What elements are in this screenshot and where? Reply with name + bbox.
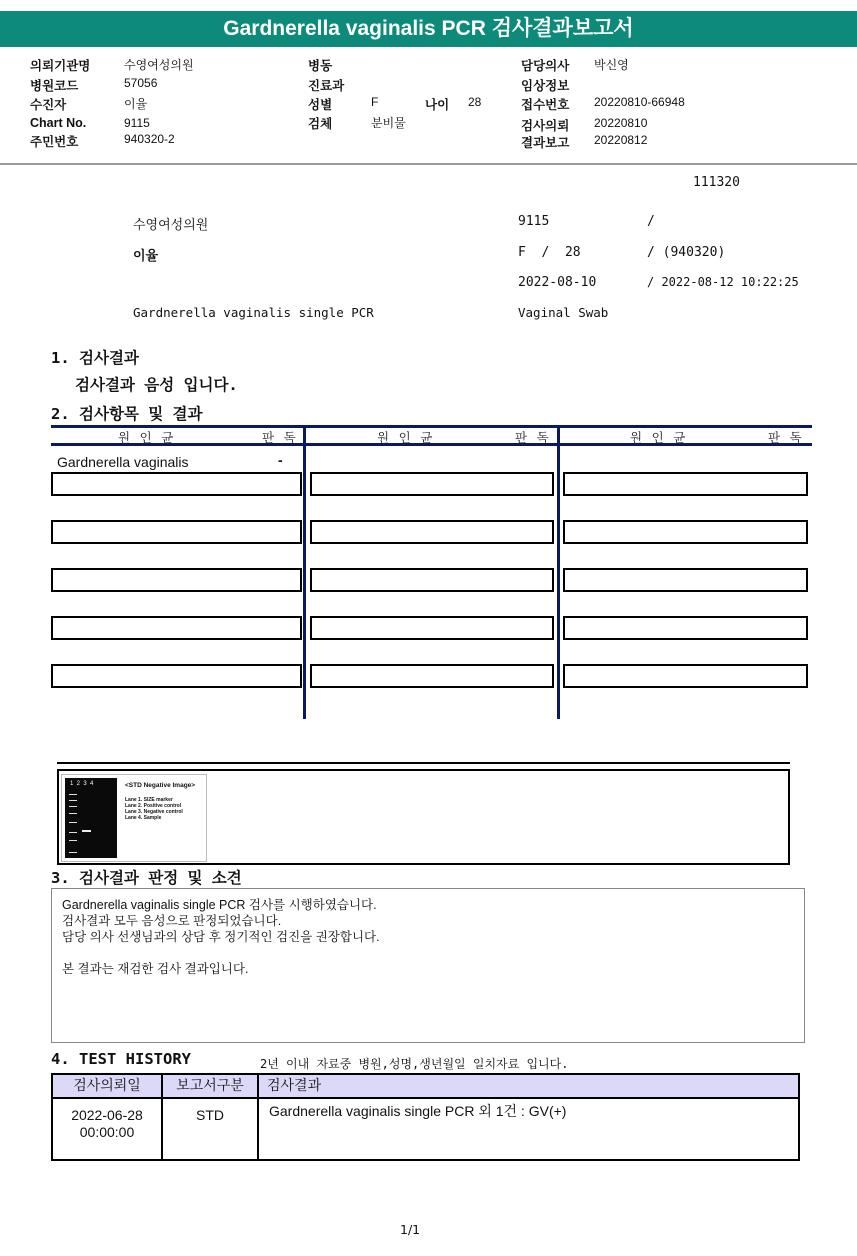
receipt-no-value: 20220810-66948	[594, 95, 685, 109]
opinion-line: Gardnerella vaginalis single PCR 검사를 시행하였습니다.	[62, 898, 377, 912]
patient-value: 이율	[124, 97, 148, 111]
request-date-value: 20220810	[594, 116, 648, 130]
specimen-label: 검체	[308, 117, 333, 131]
result-box	[51, 616, 302, 640]
history-col-result: 검사결과	[267, 1077, 322, 1093]
summary-slash: /	[647, 214, 655, 229]
result-box	[51, 520, 302, 544]
opinion-box	[51, 888, 805, 1043]
doctor-value: 박신영	[594, 58, 629, 72]
summary-clinic: 수영여성의원	[133, 218, 209, 233]
row1-result: -	[278, 452, 283, 468]
sex-value: F	[371, 95, 379, 109]
result-box	[563, 568, 808, 592]
history-table	[51, 1073, 800, 1161]
resident-no-label: 주민번호	[30, 135, 79, 149]
history-row	[53, 1099, 798, 1159]
gel-band	[69, 832, 77, 833]
age-label: 나이	[425, 98, 450, 112]
referring-clinic-value: 수영여성의원	[124, 58, 194, 72]
gel-top-rule	[57, 762, 790, 764]
gel-legend-item: Lane 1. SIZE marker	[125, 797, 173, 803]
history-cell-result: Gardnerella vaginalis single PCR 외 1건 : GV(+)	[269, 1103, 567, 1119]
patient-label: 수진자	[30, 98, 67, 112]
history-date: 2022-06-28	[71, 1107, 143, 1123]
history-cell-type: STD	[163, 1099, 259, 1159]
gel-band	[69, 813, 77, 814]
result-table-divider-1	[303, 425, 306, 719]
result-box	[51, 664, 302, 688]
summary-test-name: Gardnerella vaginalis single PCR	[133, 305, 374, 320]
specimen-value: 분비물	[371, 116, 406, 130]
result-box	[310, 616, 554, 640]
gel-title: <STD Negative Image>	[125, 782, 196, 789]
result-box	[563, 520, 808, 544]
col-header-result-2: 판 독	[515, 430, 550, 445]
col-header-pathogen-3: 원 인 균	[630, 430, 687, 445]
opinion-line: 본 결과는 재검한 검사 결과입니다.	[62, 962, 249, 976]
receipt-no-label: 접수번호	[521, 98, 570, 112]
summary-request-date: 2022-08-10	[518, 275, 597, 290]
gel-band	[69, 806, 77, 807]
col-header-result-3: 판 독	[768, 430, 803, 445]
history-cell-date	[53, 1099, 163, 1159]
ward-label: 병동	[308, 59, 333, 73]
summary-patient: 이율	[133, 249, 159, 264]
summary-code: 111320	[693, 175, 740, 190]
clinical-info-label: 임상정보	[521, 79, 570, 93]
history-time: 00:00:00	[79, 1124, 135, 1140]
referring-clinic-label: 의뢰기관명	[30, 59, 91, 73]
section4-heading: 4. TEST HISTORY	[51, 1050, 191, 1068]
result-box	[563, 472, 808, 496]
gel-band	[69, 822, 77, 823]
chart-no-value: 9115	[124, 116, 150, 130]
report-date-label: 결과보고	[521, 136, 570, 150]
section3-heading: 3. 검사결과 판정 및 소견	[51, 869, 242, 887]
hospital-code-value: 57056	[124, 76, 158, 90]
summary-birth: / (940320)	[647, 245, 726, 260]
col-header-pathogen-2: 원 인 균	[377, 430, 434, 445]
col-header-pathogen-1: 원 인 균	[118, 430, 175, 445]
gel-legend-item: Lane 3. Negative control	[125, 809, 183, 815]
summary-chart: 9115	[518, 214, 550, 229]
doctor-label: 담당의사	[521, 59, 570, 73]
gel-strip	[65, 778, 117, 858]
summary-report-datetime: / 2022-08-12 10:22:25	[647, 275, 799, 289]
section1-heading: 1. 검사결과	[51, 349, 139, 367]
opinion-line: 검사결과 모두 음성으로 판정되었습니다.	[62, 914, 282, 928]
result-box	[310, 520, 554, 544]
gel-band	[69, 800, 77, 801]
gel-band	[69, 794, 77, 795]
summary-sex-age: F / 28	[518, 245, 581, 260]
section2-heading: 2. 검사항목 및 결과	[51, 405, 203, 423]
history-col-type: 보고서구분	[163, 1075, 259, 1097]
header-divider	[0, 163, 857, 165]
result-box	[563, 664, 808, 688]
age-value: 28	[468, 95, 482, 109]
result-box	[51, 472, 302, 496]
history-header-row	[53, 1075, 798, 1099]
page-number: 1/1	[400, 1222, 421, 1237]
history-col-date: 검사의뢰일	[53, 1075, 163, 1097]
gel-image	[61, 774, 207, 862]
section1-result: 검사결과 음성 입니다.	[75, 376, 238, 394]
gel-band	[69, 852, 77, 853]
result-table-divider-2	[557, 425, 560, 719]
result-box	[310, 664, 554, 688]
chart-no-label: Chart No.	[30, 116, 87, 130]
dept-label: 진료과	[308, 79, 345, 93]
col-header-result-1: 판 독	[262, 430, 297, 445]
result-box	[310, 568, 554, 592]
opinion-line	[62, 945, 794, 961]
gel-band-positive	[82, 830, 91, 832]
opinion-line: 담당 의사 선생님과의 상담 후 정기적인 검진을 권장합니다.	[62, 930, 380, 944]
report-date-value: 20220812	[594, 133, 648, 147]
result-box	[310, 472, 554, 496]
hospital-code-label: 병원코드	[30, 79, 79, 93]
gel-legend-item: Lane 4. Sample	[125, 815, 162, 821]
resident-no-value: 940320-2	[124, 132, 175, 146]
gel-band	[69, 840, 77, 841]
summary-specimen: Vaginal Swab	[518, 305, 609, 320]
result-box	[51, 568, 302, 592]
request-date-label: 검사의뢰	[521, 119, 570, 133]
gel-lane-numbers: 1 2 3 4	[70, 781, 94, 787]
gel-legend-item: Lane 2. Positive control	[125, 803, 182, 809]
gel-legend	[125, 797, 183, 821]
result-box	[563, 616, 808, 640]
report-title: Gardnerella vaginalis PCR 검사결과보고서	[0, 11, 857, 47]
row1-pathogen: Gardnerella vaginalis	[57, 454, 189, 470]
sex-label: 성별	[308, 98, 333, 112]
history-note: 2년 이내 자료중 병원,성명,생년월일 일치자료 입니다.	[260, 1057, 569, 1071]
